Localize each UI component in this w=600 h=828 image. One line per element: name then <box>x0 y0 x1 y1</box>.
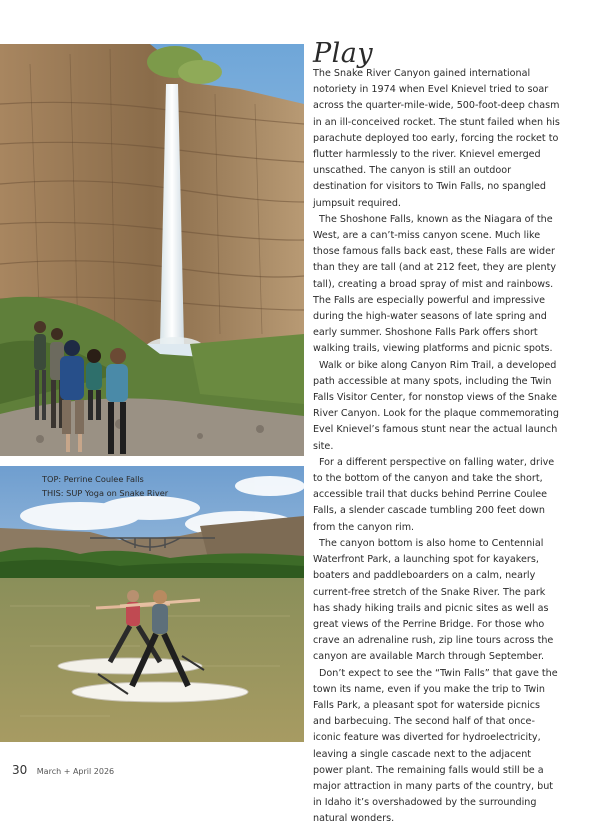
article-body <box>313 66 561 828</box>
paragraph: Walk or bike along Canyon Rim Trail, a developed path accessible at many spots, including the Twin Falls Visitor Center, for nonstop views of the Snake River Canyon. Look for the plaque commemorating Evel Knievel’s famous stunt near the actual launch site. <box>313 359 559 452</box>
photo-caption <box>42 472 168 500</box>
issue-date: March + April 2026 <box>36 767 115 776</box>
paragraph: The canyon bottom is also home to Centennial Waterfront Park, a launching spot for kayakers, boaters and paddleboarders on a calm, nearly current-free stretch of the Snake River. The park has shady hiking trails and picnic sites as well as great views of the Perrine Bridge. For those who crave an adrenaline rush, zip line tours across the canyon are available March through September. <box>313 537 554 663</box>
caption-top: TOP: Perrine Coulee Falls <box>42 474 144 484</box>
paragraph: The Snake River Canyon gained international notoriety in 1974 when Evel Knievel tried to soar across the quarter-mile-wide, 500-foot-deep chasm in an ill-conceived rocket. The stunt failed when his parachute deployed too early, forcing the rocket to flutter harmlessly to the river. Knievel emerged unscathed. The canyon is still an outdoor destination for visitors to Twin Falls, no spangled jumpsuit required. <box>313 68 560 209</box>
page-folio <box>12 763 114 777</box>
paragraph: The Shoshone Falls, known as the Niagara of the West, are a can’t-miss canyon scene. Much like those famous falls back east, these Falls are wider than they are tall (and at 212 feet, they are plenty tall), creating a broad spray of mist and rainbows. The Falls are especially powerful and impressive during the high-water seasons of late spring and early summer. Shoshone Falls Park offers short walking trails, viewing platforms and picnic spots. <box>313 213 557 355</box>
paragraph: Don’t expect to see the “Twin Falls” that gave the town its name, even if you make the trip to Twin Falls Park, a pleasant spot for waterside picnics and barbecuing. The second half of that once-iconic feature was diverted for hydroelectricity, leaving a single cascade next to the adjacent power plant. The remaining falls would still be a major attraction in many parts of the country, but in Idaho it’s overshadowed by the surrounding natural wonders. <box>313 667 558 825</box>
paragraph: For a different perspective on falling water, drive to the bottom of the canyon and take the short, accessible trail that ducks behind Perrine Coulee Falls, a slender cascade tumbling 200 feet down from the canyon rim. <box>313 456 555 533</box>
caption-this: THIS: SUP Yoga on Snake River <box>42 488 169 498</box>
river-yoga-illustration <box>0 466 304 742</box>
waterfall-illustration <box>0 44 304 456</box>
perrine-coulee-falls-photo <box>0 44 304 456</box>
page-number: 30 <box>12 763 28 777</box>
section-title: Play <box>313 38 374 69</box>
sup-yoga-photo <box>0 466 304 742</box>
